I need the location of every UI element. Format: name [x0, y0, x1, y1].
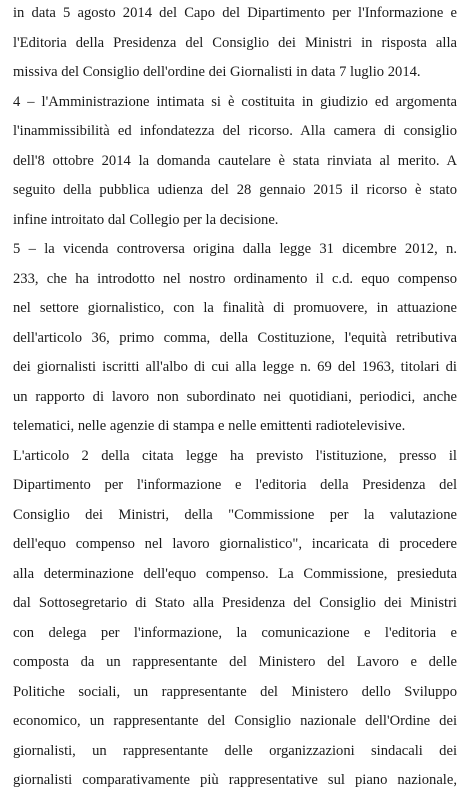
- text-line: giornalisti comparativamente più rappresentative sul piano nazionale,: [13, 772, 457, 788]
- text-line: alla determinazione dell'equo compenso. La Commissione, presieduta: [13, 565, 457, 582]
- text-line: un rapporto di lavoro non subordinato nei quotidiani, periodici, anche: [13, 388, 457, 405]
- text-line: infine introitato dal Collegio per la decisione.: [13, 211, 279, 228]
- text-line: telematici, nelle agenzie di stampa e nelle emittenti radiotelevisive.: [13, 418, 406, 434]
- text-line: composta da un rappresentante del Ministero del Lavoro e delle: [13, 654, 457, 670]
- text-line: giornalisti, un rappresentante delle organizzazioni sindacali dei: [13, 742, 457, 759]
- text-line: 233, che ha introdotto nel nostro ordinamento il c.d. equo compenso: [13, 270, 457, 287]
- text-line: con delega per l'informazione, la comunicazione e l'editoria e: [13, 624, 457, 641]
- text-line: dal Sottosegretario di Stato alla Presidenza del Consiglio dei Ministri: [13, 595, 457, 611]
- text-line: dell'equo compenso nel lavoro giornalistico", incaricata di procedere: [13, 536, 457, 552]
- text-line: Consiglio dei Ministri, della "Commissione per la valutazione: [13, 506, 457, 523]
- text-line: dei giornalisti iscritti all'albo di cui alla legge n. 69 del 1963, titolari di: [13, 359, 457, 375]
- text-line: missiva del Consiglio dell'ordine dei Giornalisti in data 7 luglio 2014.: [13, 64, 421, 80]
- text-line: l'Editoria della Presidenza del Consiglio dei Ministri in risposta alla: [13, 34, 457, 51]
- text-line: Dipartimento per l'informazione e l'editoria della Presidenza del: [13, 477, 457, 493]
- text-line: dell'8 ottobre 2014 la domanda cautelare è stata rinviata al merito. A: [13, 152, 457, 169]
- text-line: L'articolo 2 della citata legge ha previsto l'istituzione, presso il: [13, 447, 457, 464]
- document-page: [13, 0, 457, 796]
- text-line: l'inammissibilità ed infondatezza del ricorso. Alla camera di consiglio: [13, 123, 457, 139]
- text-line: Politiche sociali, un rappresentante del Ministero dello Sviluppo: [13, 683, 457, 700]
- text-line: seguito della pubblica udienza del 28 gennaio 2015 il ricorso è stato: [13, 182, 457, 198]
- text-line: dell'articolo 36, primo comma, della Costituzione, l'equità retributiva: [13, 329, 457, 346]
- text-line: 5 – la vicenda controversa origina dalla legge 31 dicembre 2012, n.: [13, 241, 457, 257]
- text-line: in data 5 agosto 2014 del Capo del Dipartimento per l'Informazione e: [13, 5, 457, 21]
- text-line: 4 – l'Amministrazione intimata si è costituita in giudizio ed argomenta: [13, 93, 457, 110]
- text-line: nel settore giornalistico, con la finalità di promuovere, in attuazione: [13, 300, 457, 316]
- text-line: economico, un rappresentante del Consiglio nazionale dell'Ordine dei: [13, 713, 457, 729]
